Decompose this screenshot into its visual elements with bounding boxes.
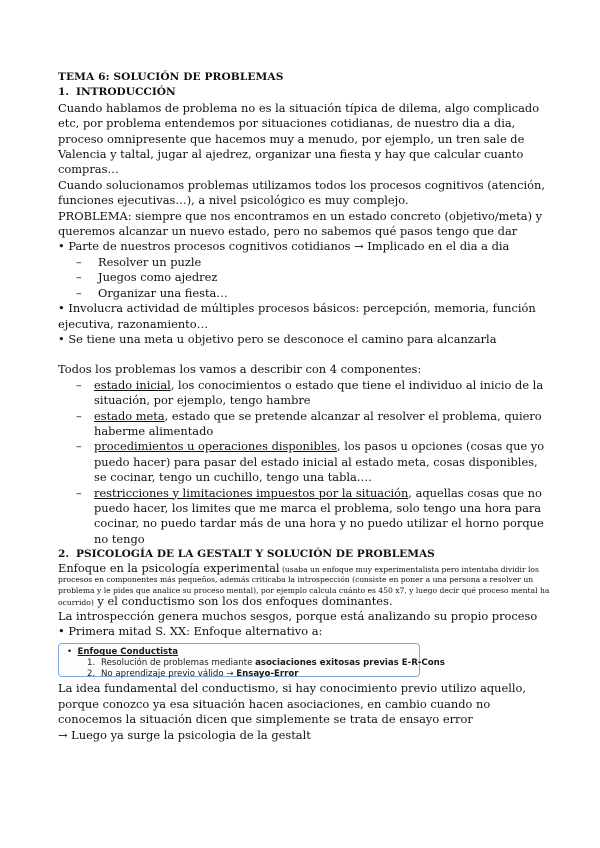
- component-term: restricciones y limitaciones impuestos por la situación: [94, 485, 409, 500]
- behaviorism-paragraph: La idea fundamental del conductismo, si hay conocimiento previo utilizo aquello, porque conozco ya esa situación hacen asociaciones, en cambio cuando no conocemos la situación dicen que simplemente se trata de ensayo error: [58, 681, 526, 727]
- component-item: [58, 409, 550, 440]
- spacer: [58, 347, 550, 362]
- section-heading-text: INTRODUCCIÓN: [76, 86, 176, 99]
- figure-item-bold: asociaciones exitosas previas E-R-Cons: [255, 658, 445, 669]
- bullet-first-half-century: • Primera mitad S. XX: Enfoque alternativo a:: [58, 624, 323, 638]
- component-item: [58, 378, 550, 409]
- document-body: [58, 70, 550, 743]
- figure-item: [67, 658, 445, 669]
- everyday-examples-list: [58, 255, 550, 301]
- problem-definition: PROBLEMA: siempre que nos encontramos en un estado concreto (objetivo/meta) y queremos alcanzar un nuevo estado, pero no sabemos qué pasos tengo que dar: [58, 208, 543, 239]
- list-item: – Organizar una fiesta…: [58, 286, 550, 301]
- behaviorism-figure: [58, 643, 445, 680]
- bullet-everyday: • Parte de nuestros procesos cognitivos cotidianos → Implicado en el dia a dia: [58, 239, 510, 254]
- figure-item-text: No aprendizaje previo válido →: [101, 669, 237, 680]
- document-title: TEMA 6: SOLUCIÓN DE PROBLEMAS: [58, 71, 284, 83]
- figure-title: Enfoque Conductista: [77, 647, 179, 658]
- figure-item-bold: Ensayo-Error: [236, 669, 299, 680]
- components-list: [58, 378, 550, 547]
- list-item: – Juegos como ajedrez: [58, 270, 550, 285]
- component-text: , aquellas cosas que no puedo hacer, los limites que me marca el problema, solo tengo una hora para cocinar, no puedo tardar más de una hora y no puedo utilizar el horno porque no tengo: [94, 485, 544, 546]
- component-term: estado meta: [94, 408, 165, 423]
- bullet-goal: • Se tiene una meta u objetivo pero se desconoce el camino para alcanzarla: [58, 331, 497, 346]
- gestalt-parenthetical: (usaba un enfoque muy experimentalista pero intentaba dividir los procesos en componentes más pequeños, además criticaba la introspección (consiste en poner a una persona a resolver un problema y le pides que analice su proceso mental), por ejemplo calcula cuánto es 450 x7, y luego decir qué proceso mental ha ocurrido): [58, 564, 550, 608]
- component-text: , estado que se pretende alcanzar al resolver el problema, quiero haberme alimentado: [94, 408, 542, 438]
- component-item: [58, 439, 550, 485]
- bullet-basic-processes: • Involucra actividad de múltiples procesos básicos: percepción, memoria, función ejecutiva, razonamiento…: [58, 301, 536, 331]
- intro-paragraph-2: Cuando solucionamos problemas utilizamos todos los procesos cognitivos (atención, funciones ejecutivas…), a nivel psicológico es muy complejo.: [58, 177, 545, 208]
- intro-paragraph-1: Cuando hablamos de problema no es la situación típica de dilema, algo complicado etc, por problema entendemos por situaciones cotidianas, de nuestro dia a dia, proceso omnipresente que hacemos muy a menudo, por ejemplo, un tren sale de Valencia y taltal, jugar al ajedrez, organizar una fiesta y hay que calcular cuanto compras…: [58, 100, 540, 177]
- section-number: 1.: [58, 86, 70, 99]
- component-text: , los conocimientos o estado que tiene el individuo al inicio de la situación, por ejemplo, tengo hambre: [94, 377, 544, 408]
- component-term: procedimientos u operaciones disponibles: [94, 439, 338, 454]
- list-item: – Resolver un puzle: [58, 255, 550, 270]
- component-text: , los pasos u opciones (cosas que yo puedo hacer) para pasar del estado inicial al estado meta, cosas disponibles, se cocinar, tengo un cuchillo, tengo una tabla….: [94, 439, 545, 485]
- gestalt-paragraph: [58, 560, 550, 609]
- figure-title-row: [67, 647, 411, 658]
- section-number: 2.: [58, 548, 70, 561]
- section-heading-introduccion: [58, 85, 550, 100]
- figure-bullet: •: [67, 647, 73, 658]
- figure-item-number: 1.: [87, 658, 96, 669]
- gestalt-lead: Enfoque en la psicología experimental: [58, 560, 280, 575]
- introspection-paragraph: La introspección genera muchos sesgos, porque está analizando su propio proceso: [58, 608, 538, 623]
- components-intro: Todos los problemas los vamos a describir con 4 componentes:: [58, 362, 422, 377]
- section-heading-text: PSICOLOGÍA DE LA GESTALT Y SOLUCIÓN DE PROBLEMAS: [76, 548, 435, 561]
- component-item: [58, 486, 550, 548]
- gestalt-tail: y el conductismo son los dos enfoques dominantes.: [93, 594, 393, 609]
- figure-item: [67, 669, 411, 680]
- closing-line: → Luego ya surge la psicologia de la gestalt: [58, 727, 311, 742]
- figure-item-text: Resolución de problemas mediante: [101, 658, 256, 669]
- component-term: estado inicial: [94, 377, 171, 392]
- figure-item-number: 2.: [87, 669, 96, 680]
